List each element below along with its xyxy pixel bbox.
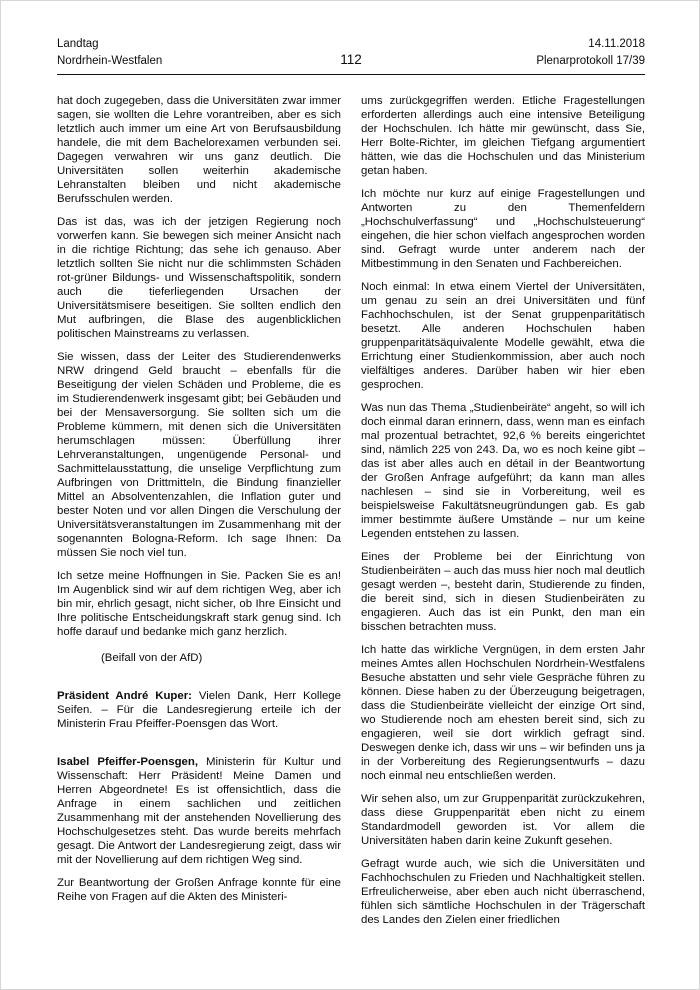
text-run: Wir sehen also, um zur Gruppenparität zurückzukehren, dass diese Gruppenparität eben nicht zu einem Standardmodell geworden ist. Vor allem die Universitäten haben darin keine Zukunft gesehen. <box>361 793 645 847</box>
speaker-paragraph <box>57 755 341 867</box>
text-run: Noch einmal: In etwa einem Viertel der Universitäten, um genau zu sein an drei Universitäten und fünf Fachhochschulen, ist der Senat gruppenparitätisch besetzt. Alle anderen Hochschulen haben gruppenparitätsäquivalente Modelle gewählt, etwa die Errichtung einer Studienkommission, aber auch noch vielfältiges anderes. Darüber haben wir hier eben gesprochen. <box>361 281 645 391</box>
speaker-paragraph <box>57 689 341 731</box>
page-number: 112 <box>340 52 362 67</box>
paragraph <box>57 876 341 904</box>
text-run: Was nun das Thema „Studienbeiräte“ angeht, so will ich doch einmal daran erinnern, dass, wenn man es einfach mal prozentual betrachtet, 92,6 % bereits eingerichtet sind, nämlich 225 von 243. Da, wo es noch keine gibt – das ist aber alles auch en détail in der Beantwortung der Großen Anfrage aufgeführt; da kann man alles nachlesen – sind sie in Vorbereitung, weil es beispielsweise Fakultätsneugründungen gab. Es gab immer bestimmte äußere Umstände – nur um keine Legenden entstehen zu lassen. <box>361 402 645 540</box>
text-run: ums zurückgegriffen werden. Etliche Fragestellungen erforderten allerdings auch eine intensive Beteiligung der Hochschulen. Ich hätte mir gewünscht, dass Sie, Herr Bolte-Richter, im gleichen Tiefgang argumentiert hätten, wie das die Hochschulen und das Ministerium getan haben. <box>361 95 645 177</box>
paragraph <box>57 350 341 560</box>
paragraph <box>361 187 645 271</box>
text-run: Eines der Probleme bei der Einrichtung von Studienbeiräten – auch das muss hier noch mal deutlich gesagt werden –, besteht darin, Studierende zu finden, die bereit sind, sich in diesen Studienbeiräten zu engagieren. Auch das ist ein Punkt, den man ein bisschen betrachten muss. <box>361 551 645 633</box>
stage-direction <box>57 651 341 665</box>
paragraph <box>361 792 645 848</box>
text-run: Sie wissen, dass der Leiter des Studierendenwerks NRW dringend Geld braucht – ebenfalls für die Beseitigung der vielen Schäden und Probleme, die es im Studierendenwerk insgesamt gibt; bei Gebäuden und bei der Mensaversorgung. Sie sollten sich um die Probleme kümmern, mit denen sich die Universitäten herumschlagen müssen: Überfüllung ihrer Lehrveranstaltungen, ungenügende Personal- und Sachmittelausstattung, die unselige Verpflichtung zum Aufbringen von Drittmitteln, die Bindung finanzieller Mittel an Absolventenzahlen, die Inflation guter und bester Noten und vor allen Dingen die Verschulung der Universitätsveranstaltungen im Zusammenhang mit der sogenannten Bologna-Reform. Ich sage Ihnen: Da müssen Sie noch viel tun. <box>57 351 341 559</box>
paragraph <box>361 643 645 783</box>
text-run: hat doch zugegeben, dass die Universitäten zwar immer sagen, sie wollten die Lehre vorantreiben, aber es sich letztlich auch immer um eine Art von Berufsausbildung handele, die mit dem Bachelorexamen verbunden sei. Dagegen verwahren wir uns ganz deutlich. Die Universitäten sollen weiterhin akademische Lehranstalten bleiben und nicht akademische Berufsschulen werden. <box>57 95 341 205</box>
text-run: (Beifall von der AfD) <box>101 652 203 664</box>
left-column <box>57 94 341 936</box>
header-institution-line2: Nordrhein-Westfalen <box>57 54 163 67</box>
text-run: Ich hatte das wirkliche Vergnügen, in dem ersten Jahr meines Amtes allen Hochschulen Nordrhein-Westfalens Besuche abstatten und sehr viele Gespräche führen zu können. Diese haben zu der Überzeugung beigetragen, dass die Studienbeiräte vielleicht der einzige Ort sind, wo Studierende noch am ehesten bereit sind, sich zu engagieren, weil sie dort wirklich gefragt sind. Deswegen denke ich, dass wir uns – wir befinden uns ja in der Vorbereitung des Regierungsentwurfs – dazu noch einmal neu entschließen werden. <box>361 644 645 782</box>
paragraph <box>57 569 341 639</box>
page-header <box>57 36 645 69</box>
speaker-name: Isabel Pfeiffer-Poensgen, <box>57 756 198 768</box>
paragraph <box>361 94 645 178</box>
text-run: Ich möchte nur kurz auf einige Fragestellungen und Antworten zu den Themenfeldern „Hochschulverfassung“ und „Hochschulsteuerung“ eingehen, die hier schon vielfach angesprochen worden sind. Gefragt wurde unter anderem nach der Mitbestimmung in den Senaten und Fachbereichen. <box>361 188 645 270</box>
header-date: 14.11.2018 <box>588 38 645 50</box>
paragraph <box>361 401 645 541</box>
paragraph <box>361 857 645 927</box>
header-protocol-number: Plenarprotokoll 17/39 <box>536 54 645 67</box>
header-institution <box>57 36 340 69</box>
text-run: Zur Beantwortung der Großen Anfrage konnte für eine Reihe von Fragen auf die Akten des Ministeri- <box>57 877 341 903</box>
text-run: Ministerin für Kultur und Wissenschaft: Herr Präsident! Meine Damen und Herren Abgeordnete! Es ist offensichtlich, dass die Anfrage in einem sachlichen und zeitlichen Zusammenhang mit der anstehenden Novellierung des Hochschulgesetzes steht. Das wurde bereits mehrfach gesagt. Die Antwort der Landesregierung zeigt, dass wir mit der Novellierung auf dem richtigen Weg sind. <box>57 756 341 866</box>
paragraph <box>361 280 645 392</box>
text-run: Das ist das, was ich der jetzigen Regierung noch vorwerfen kann. Sie bewegen sich meiner Ansicht nach in die richtige Richtung; das sehe ich genauso. Aber letztlich sollten Sie nicht nur die schlimmsten Schäden rot-grüner Bildungs- und Wissenschaftspolitik, sondern auch die tieferliegenden Ursachen der Universitätsmisere beseitigen. Sie sollten endlich den Mut aufbringen, die Blase des augenblicklichen politischen Mainstreams zu verlassen. <box>57 216 341 340</box>
header-protocol-info <box>362 36 645 69</box>
document-body <box>57 94 645 936</box>
text-run: Ich setze meine Hoffnungen in Sie. Packen Sie es an! Im Augenblick sind wir auf dem richtigen Weg, aber ich bin mir, ehrlich gesagt, nicht sicher, ob Ihre Einsicht und Ihre politische Entscheidungskraft stark genug sind. Ich hoffe darauf und bedanke mich ganz herzlich. <box>57 570 341 638</box>
paragraph <box>57 215 341 341</box>
paragraph <box>57 94 341 206</box>
text-run: Gefragt wurde auch, wie sich die Universitäten und Fachhochschulen zu Frieden und Nachhaltigkeit stellen. Erfreulicherweise, aber eben auch nicht überraschend, fühlen sich sämtliche Hochschulen in der Trägerschaft des Landes den Zielen einer friedlichen <box>361 858 645 926</box>
paragraph <box>361 550 645 634</box>
speaker-name: Präsident André Kuper: <box>57 690 192 702</box>
text-run: Vielen Dank, Herr Kollege Seifen. – Für die Landesregierung erteile ich der Ministerin Frau Pfeiffer-Poensgen das Wort. <box>57 690 341 730</box>
header-divider <box>57 74 645 75</box>
header-institution-line1: Landtag <box>57 38 99 50</box>
right-column <box>361 94 645 936</box>
